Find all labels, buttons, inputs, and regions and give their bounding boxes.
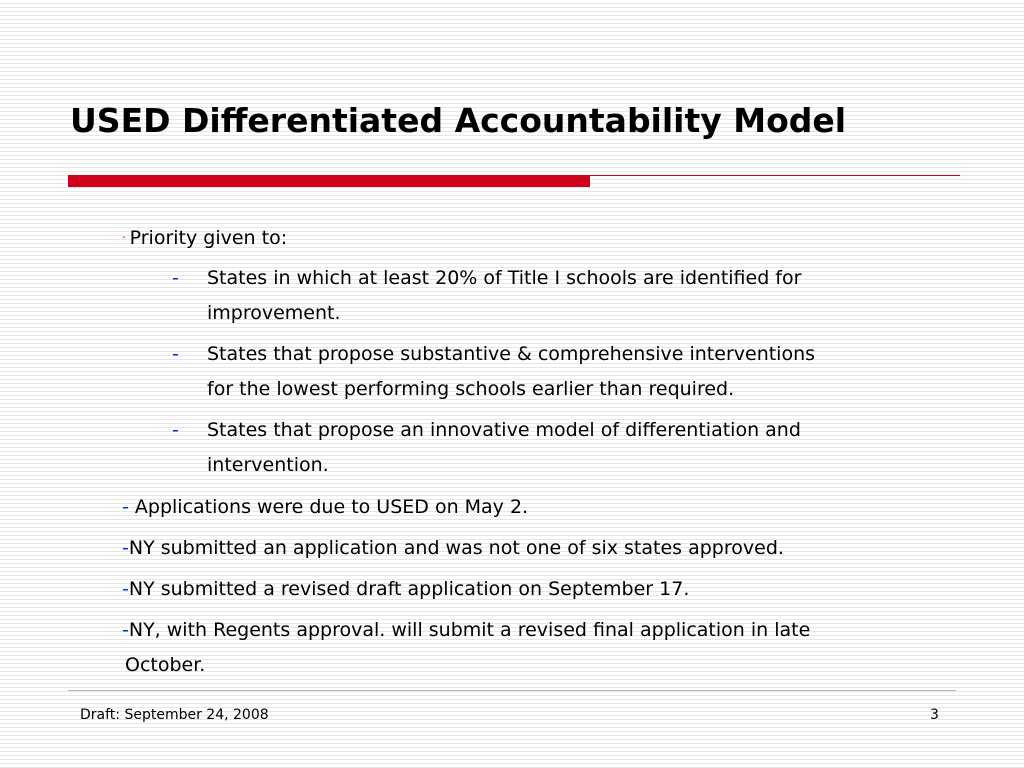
bullet-item xyxy=(122,613,810,683)
sub-bullet-item xyxy=(207,413,801,483)
priority-heading xyxy=(122,220,287,256)
page-number: 3 xyxy=(930,707,939,723)
bullet-text-continued: October. xyxy=(125,654,206,676)
bullet-item xyxy=(122,490,528,525)
sub-bullet-line: States that propose substantive & comprehensive interventions xyxy=(207,343,816,365)
sub-bullet-line: States that propose an innovative model of differentiation and xyxy=(207,419,801,441)
sub-bullet-line: improvement. xyxy=(207,302,341,324)
footer-divider xyxy=(68,690,956,691)
title-underline-rule xyxy=(590,175,960,176)
sub-bullet-item xyxy=(207,261,801,331)
sub-bullet-line: for the lowest performing schools earlier than required. xyxy=(207,378,735,400)
sub-bullet-dash: - xyxy=(172,267,179,289)
sub-bullet-line: States in which at least 20% of Title I schools are identified for xyxy=(207,267,802,289)
footer-date: Draft: September 24, 2008 xyxy=(80,707,269,723)
bullet-dash: - xyxy=(122,232,126,243)
bullet-text: NY, with Regents approval. will submit a revised final application in late xyxy=(128,619,811,641)
bullet-dash: - xyxy=(122,537,129,559)
sub-bullet-dash: - xyxy=(172,343,179,365)
priority-label: Priority given to: xyxy=(129,227,288,249)
sub-bullet-item xyxy=(207,337,815,407)
slide-title: USED Differentiated Accountability Model xyxy=(70,101,847,140)
sub-bullet-dash: - xyxy=(172,419,179,441)
title-underline-bar xyxy=(68,175,590,187)
bullet-item xyxy=(122,572,689,607)
bullet-text: Applications were due to USED on May 2. xyxy=(134,496,529,518)
bullet-dash: - xyxy=(122,578,129,600)
bullet-dash: - xyxy=(122,619,129,641)
sub-bullet-line: intervention. xyxy=(207,454,329,476)
bullet-dash: - xyxy=(122,496,135,518)
bullet-text: NY submitted a revised draft application on September 17. xyxy=(128,578,690,600)
bullet-item xyxy=(122,531,784,566)
bullet-text: NY submitted an application and was not one of six states approved. xyxy=(128,537,784,559)
